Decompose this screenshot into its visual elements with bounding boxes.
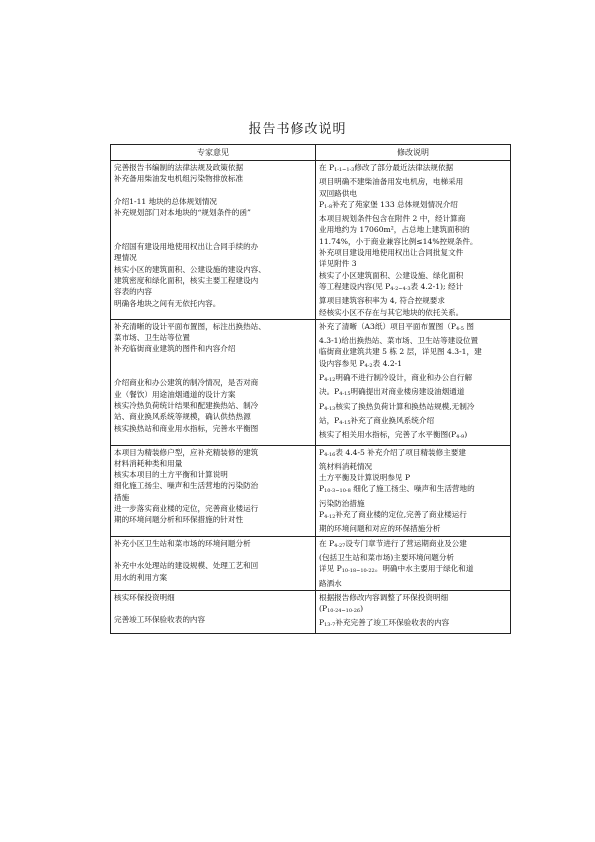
text-line: 进一步落实商业楼的定位，完善商业楼运行 bbox=[114, 504, 259, 514]
table-header-row bbox=[111, 145, 511, 161]
text-line: 措施 bbox=[114, 492, 130, 502]
blank-line bbox=[114, 185, 313, 196]
page-ref-subscript: 4-15 bbox=[339, 391, 351, 398]
text-line: 决。$P_{4-15}$明确提出对商业楼房建设油烟通道 bbox=[319, 387, 465, 398]
text-line: 本项目为精装修户型，应补充精装修的建筑 bbox=[114, 447, 259, 457]
blank-line bbox=[114, 549, 313, 560]
text-line: 介绍商业和办公建筑的制冷情况，是否对商 bbox=[114, 378, 259, 388]
blank-line bbox=[114, 230, 313, 241]
text-line: 补充小区卫生站和菜市场的环境问题分析 bbox=[114, 538, 251, 548]
text-line: 核实了相关用水指标，完善了水平衡图$(P_{4-9})$ bbox=[319, 430, 468, 441]
text-line: 本项目规划条件包含在附件 2 中，经计算商 bbox=[319, 214, 466, 224]
blank-line bbox=[114, 603, 313, 614]
text-line: 站，$P_{4-15}$补充了商业换风系统介绍 bbox=[319, 415, 435, 426]
text-line: $P_{4-12}$补充了商业楼的定位,完善了商业楼运行 bbox=[319, 510, 467, 521]
text-line: 补充清晰的设计平面布置图，标注出换热站、 bbox=[114, 321, 266, 331]
revision-note-cell bbox=[316, 319, 511, 445]
table-row bbox=[111, 590, 511, 633]
page-ref-subscript: 1-1~1-3 bbox=[334, 167, 355, 173]
text-line: 根据报告修改内容调整了环保投资明细 bbox=[319, 592, 449, 602]
page-ref-subscript: 4-15 bbox=[339, 419, 351, 426]
text-line: 污染防治措施 bbox=[319, 498, 365, 508]
text-line: 经核实小区不存在与其它地块的依托关系。 bbox=[319, 307, 464, 317]
text-line: $P_{10-3\sim 10-8}$ 细化了施工扬尘、噪声和生活营地的 bbox=[319, 484, 475, 495]
expert-opinion-cell bbox=[111, 161, 316, 320]
table-body bbox=[111, 161, 511, 634]
page-ref-subscript: 4-12 bbox=[324, 377, 336, 384]
text-line: 补充了清晰（A3纸）项目平面布置图（$P_{4-5}$ 图 bbox=[319, 321, 475, 332]
text-line: 介绍1-11 地块的总体规划情况 bbox=[114, 196, 218, 206]
revision-note-cell bbox=[316, 590, 511, 633]
page-ref-subscript: 4-2 bbox=[364, 362, 373, 369]
text-line: $P_{4-13}$核实了换热负荷计算和换热站规模,无制冷 bbox=[319, 401, 475, 412]
text-line: 补充项目建设用地使用权出让合同批复文件 bbox=[319, 248, 464, 258]
page-ref-subscript: 13-7 bbox=[324, 622, 336, 629]
text-line: 用水的利用方案 bbox=[114, 572, 168, 582]
blank-line bbox=[114, 218, 313, 229]
page-ref-subscript: 4-5 bbox=[455, 325, 464, 332]
page-ref-subscript: 4-16 bbox=[324, 451, 336, 458]
text-line: 核实环保投资明细 bbox=[114, 592, 175, 602]
text-line: 设内容参见 $P_{4-2}$表 4.2-1 bbox=[319, 358, 403, 369]
text-line: 算项目建筑容积率为 4, 符合控规要求 bbox=[319, 296, 445, 306]
page-ref-subscript: 4-12 bbox=[324, 514, 336, 521]
text-line: $(P_{10-24\sim 10-26})$ bbox=[319, 604, 364, 615]
text-line: 核实本项目的土方平衡和计算说明 bbox=[114, 470, 228, 480]
blank-line bbox=[114, 355, 313, 366]
page-ref-subscript: 4-9 bbox=[456, 434, 465, 441]
text-line: 详见附件 3 bbox=[319, 259, 357, 269]
text-line: 介绍国有建设用地使用权出让合同手续的办 bbox=[114, 242, 259, 252]
page-ref-subscript: 4-27 bbox=[334, 542, 346, 549]
revision-table bbox=[110, 144, 511, 634]
text-line: 期的环境问题和对应的环保措施分析 bbox=[319, 524, 441, 534]
text-line: 在 $P_{1-1\sim 1-3}$修改了部分最近法律法规依据 bbox=[319, 163, 454, 173]
text-line: $P_{1-8}$补充了苑家堡 133 总体规划情况介绍 bbox=[319, 199, 458, 210]
expert-opinion-cell bbox=[111, 319, 316, 445]
expert-opinion-cell bbox=[111, 536, 316, 590]
text-line: 细化施工扬尘、噪声和生活营地的污染防治 bbox=[114, 481, 259, 491]
text-line: 核实换热站和商业用水指标，完善水平衡图 bbox=[114, 423, 259, 433]
text-line: 容表的内容 bbox=[114, 287, 152, 297]
page-ref-subscript: 10-3~10-8 bbox=[324, 488, 351, 495]
text-line: 11.74%，小于商业兼容比例≤14%控规条件。 bbox=[319, 236, 478, 246]
table-row bbox=[111, 161, 511, 320]
text-line: $P_{4-16}$表 4.4-5 补充介绍了项目精装修主要建 bbox=[319, 447, 466, 458]
expert-opinion-cell bbox=[111, 590, 316, 633]
text-line: 菜市场、卫生站等位置 bbox=[114, 333, 190, 343]
text-line: 筑材料消耗情况 bbox=[319, 461, 373, 471]
page-title: 报告书修改说明 bbox=[248, 122, 347, 137]
text-line: 材料消耗种类和用量 bbox=[114, 458, 183, 468]
text-line: 站、商业换风系统等规模，确认供热热源 bbox=[114, 412, 251, 422]
text-line: 项目明确不建柴油备用发电机房，电梯采用 bbox=[319, 177, 464, 187]
text-line: 业用地约为 17060m²，占总地上建筑面积的 bbox=[319, 225, 470, 235]
text-line: 补充规划部门对本地块的“规划条件的函” bbox=[114, 208, 251, 218]
text-line: 建筑密度和绿化面积，核实主要工程建设内 bbox=[114, 275, 259, 285]
text-line: 完善竣工环保验收表的内容 bbox=[114, 615, 206, 625]
expert-opinion-cell bbox=[111, 445, 316, 536]
page-ref-subscript: 10-18~10-22 bbox=[341, 568, 375, 575]
page-ref-subscript: 10-24~10-26 bbox=[327, 608, 361, 615]
text-line: 土方平衡及计算说明参见 P bbox=[319, 473, 411, 483]
text-line: 核实小区的建筑面积、公建设施的建设内容、 bbox=[114, 264, 266, 274]
page-ref-subscript: 4-2~4-3 bbox=[390, 285, 411, 292]
header-revision-note: 修改说明 bbox=[316, 145, 511, 161]
revision-note-cell bbox=[316, 445, 511, 536]
text-line: (包括卫生站和菜市场)主要环境问题分析 bbox=[319, 552, 455, 562]
text-line: 理情况 bbox=[114, 253, 137, 263]
text-line: 完善报告书编制的法律法规及政策依据 bbox=[114, 163, 244, 172]
text-line: 期的环境问题分析和环保措施的针对性 bbox=[114, 515, 244, 525]
blank-line bbox=[114, 366, 313, 377]
text-line: $P_{13-7}$补充完善了竣工环保验收表的内容 bbox=[319, 618, 450, 629]
revision-note-cell bbox=[316, 161, 511, 320]
header-expert-opinion: 专家意见 bbox=[111, 145, 316, 161]
table-row bbox=[111, 319, 511, 445]
text-line: 详见 $P_{10-18\sim 10-22}$。明确中水主要用于绿化和道 bbox=[319, 564, 474, 575]
text-line: 临街商业建筑共建 5 栋 2 层，详见图 4.3-1，建 bbox=[319, 347, 482, 357]
text-line: 路洒水 bbox=[319, 578, 342, 588]
text-line: 明确各地块之间有无依托内容。 bbox=[114, 298, 221, 308]
text-line: 业（餐饮）用途油烟通道的设计方案 bbox=[114, 389, 236, 399]
text-line: 补充备用柴油发电机组污染物排放标准 bbox=[114, 174, 244, 184]
text-line: 在 $P_{4-27}$设专门章节进行了营运期商业及公建 bbox=[319, 538, 467, 549]
text-line: 双回路供电 bbox=[319, 188, 357, 198]
page-ref-subscript: 1-8 bbox=[324, 203, 333, 210]
table-row bbox=[111, 445, 511, 536]
text-line: 补充临街商业建筑的图件和内容介绍 bbox=[114, 344, 236, 354]
text-line: 核实冷热负荷统计结果和配建换热站、制冷 bbox=[114, 400, 259, 410]
page-ref-subscript: 4-13 bbox=[324, 405, 336, 412]
text-line: 核实了小区建筑面积、公建设施、绿化面积 bbox=[319, 270, 464, 280]
text-line: 等工程建设内容(见 $P_{4-2\sim 4-3}$表 4.2-1); 经计 bbox=[319, 281, 464, 292]
revision-note-cell bbox=[316, 536, 511, 590]
text-line: 补充中水处理站的建设规模、处理工艺和回 bbox=[114, 561, 259, 571]
text-line: $P_{4-12}$明确不进行制冷设计，商业和办公自行解 bbox=[319, 373, 473, 384]
text-line: 4.3-1)给出换热站、菜市场、卫生站等建设位置 bbox=[319, 336, 479, 346]
table-row bbox=[111, 536, 511, 590]
